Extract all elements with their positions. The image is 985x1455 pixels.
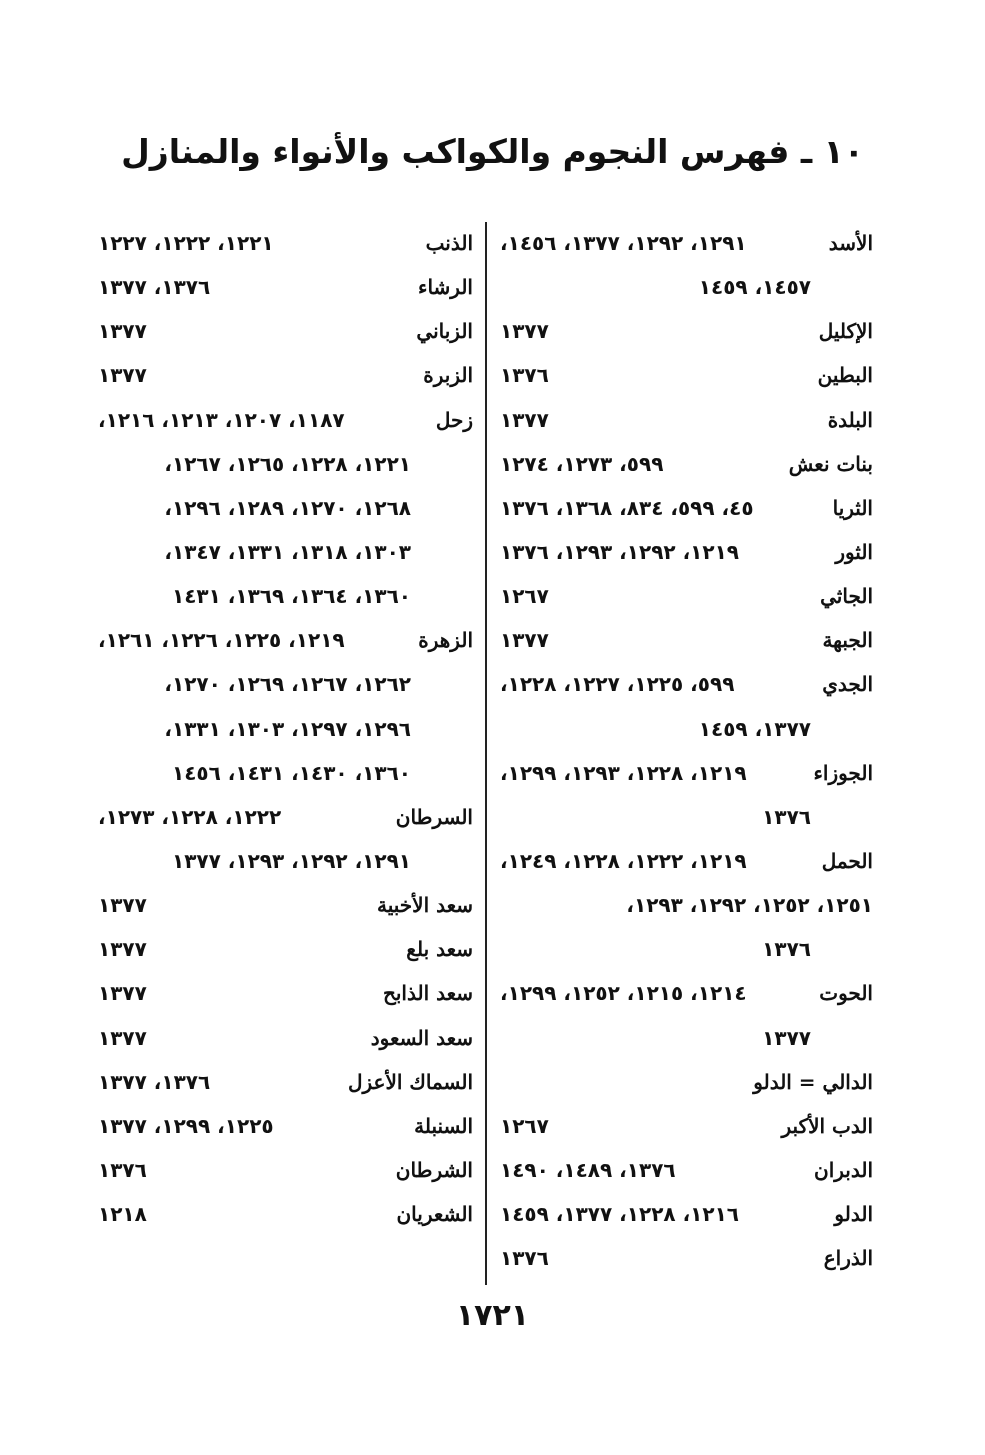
index-entry (98, 574, 473, 618)
index-term: الذنب (425, 231, 473, 255)
index-term: السنبلة (414, 1113, 473, 1138)
index-entry (500, 265, 873, 309)
index-term: الجدي (822, 672, 873, 697)
page-references: ١٤٥٧، ١٤٥٩ (698, 275, 811, 300)
page-references: ١٣٧٦ (762, 937, 811, 962)
index-entry (500, 398, 873, 442)
page-references: ١٢٥١، ١٢٥٢، ١٢٩٢، ١٢٩٣، (626, 893, 873, 918)
index-entry (98, 751, 473, 795)
index-entry (98, 883, 473, 927)
index-entry (98, 265, 473, 309)
index-term: الزهرة (418, 628, 473, 653)
index-entry (98, 221, 473, 265)
page-references: ١٢٢٥، ١٢٩٩، ١٣٧٧ (98, 1113, 274, 1138)
index-entry (500, 839, 873, 883)
index-term: الزباني (416, 319, 473, 344)
index-entry (98, 1104, 473, 1148)
index-entry (98, 1148, 473, 1192)
index-term: سعد الأخبية (377, 893, 473, 918)
index-entry (500, 1016, 873, 1060)
index-term: الحمل (821, 848, 873, 873)
page-references: ١١٨٧، ١٢٠٧، ١٢١٣، ١٢١٦، (98, 407, 345, 432)
page-references: ١٢٩١، ١٢٩٢، ١٢٩٣، ١٣٧٧ (172, 848, 411, 873)
index-term: الجاثي (820, 584, 873, 609)
index-term: السماك الأعزل (347, 1069, 473, 1094)
index-term: الحوت (819, 981, 873, 1006)
page-references: ١٣٧٦، ١٣٧٧ (98, 1069, 211, 1094)
page-references: ١٢١٩، ١٢٢٨، ١٢٩٣، ١٢٩٩، (500, 760, 747, 785)
right-column (500, 221, 873, 1280)
left-column (98, 221, 473, 1236)
index-entry (500, 574, 873, 618)
index-entry (98, 707, 473, 751)
page-references: ١٢١٤، ١٢١٥، ١٢٥٢، ١٢٩٩، (500, 981, 747, 1006)
index-entry (500, 530, 873, 574)
index-entry (98, 486, 473, 530)
index-entry (98, 839, 473, 883)
page-references: ١٣٧٧ (98, 937, 147, 962)
index-entry (98, 1060, 473, 1104)
index-term: الزبرة (423, 363, 473, 388)
page-references: ١٣٧٧، ١٤٥٩ (698, 716, 811, 741)
index-term: الشعريان (396, 1202, 473, 1227)
page-references: ١٢٦٧ (500, 584, 549, 609)
index-term: سعد السعود (370, 1025, 473, 1050)
page-title: ١٠ ـ فهرس النجوم والكواكب والأنواء والمنازل (121, 132, 864, 171)
page-references: ١٣٧٦ (500, 1246, 549, 1271)
page-references: ٥٩٩، ١٢٧٣، ١٢٧٤ (500, 451, 664, 476)
page-references: ١٢٦٢، ١٢٦٧، ١٢٦٩، ١٢٧٠، (164, 672, 411, 697)
page-references: ١٢٢٢، ١٢٢٨، ١٢٧٣، (98, 804, 282, 829)
index-entry (500, 971, 873, 1015)
page-references: ١٣٧٦ (762, 804, 811, 829)
index-term: الدالي = الدلو (753, 1069, 873, 1094)
index-entry (500, 707, 873, 751)
page-references: ١٣٧٧ (98, 981, 147, 1006)
page-references: ١٣٧٧ (762, 1025, 811, 1050)
index-term: زحل (435, 407, 473, 432)
page-references: ٤٥، ٥٩٩، ٨٣٤، ١٣٦٨، ١٣٧٦ (500, 495, 754, 520)
page-references: ١٢١٩، ١٢٢٢، ١٢٢٨، ١٢٤٩، (500, 848, 747, 873)
page-references: ١٣٧٧ (500, 319, 549, 344)
index-entry (500, 1192, 873, 1236)
index-entry (500, 1104, 873, 1148)
index-term: الثريا (832, 495, 873, 520)
index-term: السرطان (395, 804, 473, 829)
index-term: الإكليل (818, 319, 873, 344)
page-references: ١٢١٩، ١٢٩٢، ١٢٩٣، ١٣٧٦ (500, 539, 739, 564)
index-term: البلدة (827, 407, 873, 432)
index-entry (500, 927, 873, 971)
index-term: البطين (817, 363, 873, 388)
index-entry (500, 618, 873, 662)
index-entry (98, 971, 473, 1015)
page-references: ١٣٧٦، ١٣٧٧ (98, 275, 211, 300)
index-entry (500, 883, 873, 927)
index-entry (98, 309, 473, 353)
index-term: الشرطان (395, 1157, 473, 1182)
index-term: الدب الأكبر (781, 1113, 873, 1138)
index-entry (98, 398, 473, 442)
page-references: ١٢٦٨، ١٢٧٠، ١٢٨٩، ١٢٩٦، (164, 495, 411, 520)
page-references: ١٣٧٧ (98, 363, 147, 388)
page-references: ١٣٧٧ (98, 1025, 147, 1050)
index-entry (98, 353, 473, 397)
index-entry (500, 309, 873, 353)
index-entry (500, 1060, 873, 1104)
index-term: الدبران (814, 1157, 873, 1182)
index-entry (98, 442, 473, 486)
page-references: ١٢٢١، ١٢٢٨، ١٢٦٥، ١٢٦٧، (164, 451, 411, 476)
index-entry (98, 1192, 473, 1236)
page-references: ١٢٦٧ (500, 1113, 549, 1138)
page-references: ١٣٧٧ (98, 893, 147, 918)
index-entry (98, 618, 473, 662)
page-references: ١٣٧٧ (500, 407, 549, 432)
page-number: ١٧٢١ (455, 1298, 530, 1333)
index-entry (98, 795, 473, 839)
column-divider (485, 222, 487, 1285)
page-references: ١٣٧٦ (500, 363, 549, 388)
page-references: ١٣٧٦ (98, 1157, 147, 1182)
page-references: ١٢١٨ (98, 1202, 147, 1227)
page-references: ٥٩٩، ١٢٢٥، ١٢٢٧، ١٢٢٨، (500, 672, 735, 697)
index-term: الذراع (823, 1246, 873, 1271)
page-references: ١٣٠٣، ١٣١٨، ١٣٣١، ١٣٤٧، (164, 539, 411, 564)
page-references: ١٢٩١، ١٢٩٢، ١٣٧٧، ١٤٥٦، (500, 231, 747, 255)
page-references: ١٣٧٧ (500, 628, 549, 653)
index-term: سعد الذابح (382, 981, 473, 1006)
index-term: سعد بلع (406, 937, 473, 962)
page-references: ١٣٦٠، ١٣٦٤، ١٣٦٩، ١٤٣١ (172, 584, 411, 609)
index-term: الرشاء (418, 275, 473, 300)
index-entry (500, 442, 873, 486)
index-entry (500, 221, 873, 265)
page-references: ١٢٢١، ١٢٢٢، ١٢٢٧ (98, 231, 274, 255)
page-references: ١٣٦٠، ١٤٣٠، ١٤٣١، ١٤٥٦ (172, 760, 411, 785)
index-term: الدلو (834, 1202, 873, 1227)
index-entry (98, 927, 473, 971)
index-entry (500, 662, 873, 706)
page-references: ١٣٧٦، ١٤٨٩، ١٤٩٠ (500, 1157, 676, 1182)
page-references: ١٢٩٦، ١٢٩٧، ١٣٠٣، ١٣٣١، (164, 716, 411, 741)
index-term: الأسد (828, 231, 873, 255)
index-term: الثور (835, 539, 873, 564)
page-references: ١٣٧٧ (98, 319, 147, 344)
page-references: ١٢١٦، ١٢٢٨، ١٣٧٧، ١٤٥٩ (500, 1202, 739, 1227)
index-term: بنات نعش (788, 451, 873, 476)
index-entry (98, 530, 473, 574)
index-entry (500, 486, 873, 530)
index-entry (500, 353, 873, 397)
index-term: الجبهة (822, 628, 873, 653)
index-entry (500, 751, 873, 795)
page-references: ١٢١٩، ١٢٢٥، ١٢٢٦، ١٢٦١، (98, 628, 345, 653)
index-entry (98, 662, 473, 706)
index-entry (98, 1016, 473, 1060)
index-entry (500, 1148, 873, 1192)
index-entry (500, 1236, 873, 1280)
index-entry (500, 795, 873, 839)
index-term: الجوزاء (813, 760, 873, 785)
